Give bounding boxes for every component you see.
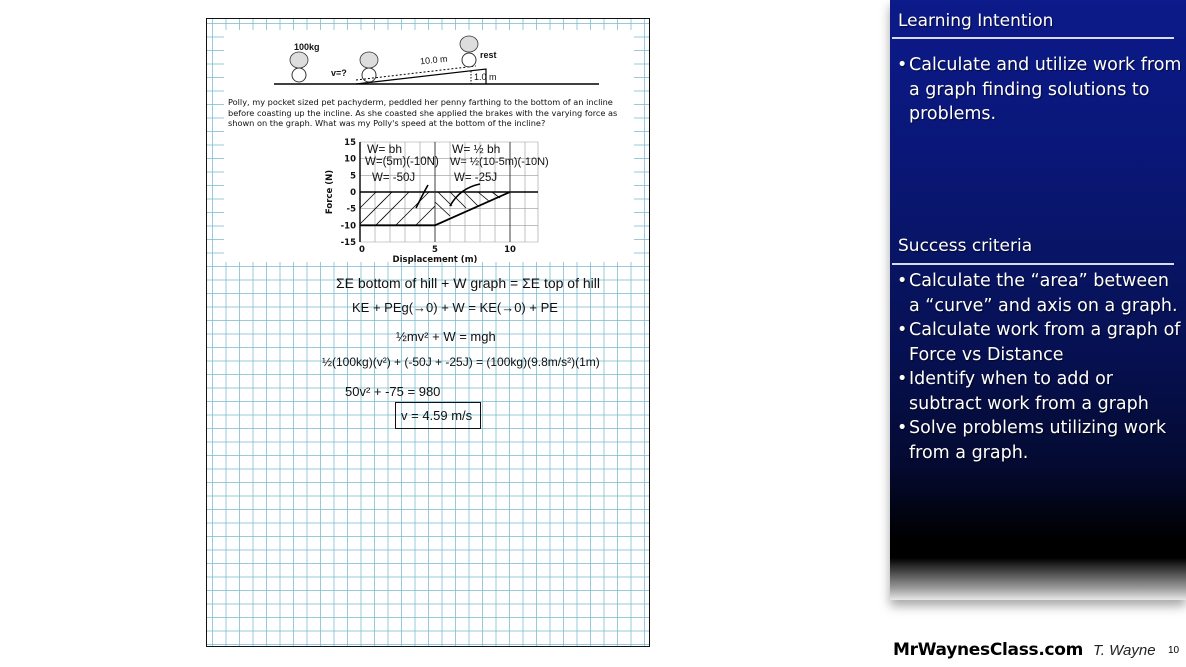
svg-text:5: 5 bbox=[432, 245, 438, 255]
author-name: T. Wayne bbox=[1093, 642, 1156, 659]
problem-panel bbox=[224, 30, 634, 265]
svg-text:15: 15 bbox=[344, 138, 356, 148]
success-criteria-item: • Calculate work from a graph of Force vs Distance bbox=[898, 318, 1184, 367]
site-brand: MrWaynesClass.com bbox=[893, 640, 1084, 660]
heading-divider bbox=[892, 37, 1174, 39]
solution-step-5: 50v² + -75 = 980 bbox=[345, 384, 441, 399]
mass-label: 100kg bbox=[294, 42, 320, 52]
height-label: 1.0 m bbox=[474, 72, 497, 82]
objectives-sidebar bbox=[890, 0, 1186, 600]
success-criteria-item: • Solve problems utilizing work from a graph. bbox=[898, 416, 1184, 465]
success-criteria-item: • Calculate the “area” between a “curve” and axis on a graph. bbox=[898, 269, 1184, 318]
svg-text:-10: -10 bbox=[340, 221, 356, 232]
solution-step-2: KE + PEg(→0) + W = KE(→0) + PE bbox=[352, 300, 558, 315]
solution-step-1: ΣE bottom of hill + W graph = ΣE top of hill bbox=[336, 275, 600, 291]
svg-text:10: 10 bbox=[504, 245, 516, 255]
svg-text:-5: -5 bbox=[346, 204, 356, 215]
y-axis-label: Force (N) bbox=[325, 169, 335, 215]
x-axis-label: Displacement (m) bbox=[392, 255, 478, 265]
success-criteria-list bbox=[898, 269, 1184, 465]
svg-text:10: 10 bbox=[344, 154, 356, 165]
solution-step-3: ½mv² + W = mgh bbox=[396, 329, 496, 344]
svg-text:0: 0 bbox=[359, 245, 365, 255]
graph-annotation-right-2: W= ½(10-5m)(-10N) bbox=[450, 156, 549, 168]
force-displacement-chart bbox=[320, 130, 560, 265]
rest-label: rest bbox=[480, 50, 497, 60]
graph-annotation-right-1: W= ½ bh bbox=[452, 142, 501, 156]
elephant-bottom-icon bbox=[360, 52, 378, 82]
learning-intention-list bbox=[898, 53, 1184, 127]
learning-intention-item: • Calculate and utilize work from a graph finding solutions to problems. bbox=[898, 53, 1184, 127]
velocity-label: v=? bbox=[331, 68, 347, 78]
answer-box bbox=[395, 402, 481, 429]
elephant-start-icon bbox=[290, 52, 308, 82]
graph-annotation-left-1: W= bh bbox=[367, 142, 403, 156]
answer-text: v = 4.59 m/s bbox=[401, 408, 473, 423]
graph-annotation-left-3: W= -50J bbox=[372, 172, 416, 184]
problem-statement: Polly, my pocket sized pet pachyderm, peddled her penny farthing to the bottom of an incline before coasting up the incline. As she coasted she applied the brakes with the varying force as shown on the graph. What was my Polly's speed at the bottom of the incline? bbox=[228, 97, 618, 128]
incline-length-label: 10.0 m bbox=[419, 53, 448, 67]
svg-text:0: 0 bbox=[350, 188, 356, 198]
learning-intention-heading: Learning Intention bbox=[898, 11, 1054, 31]
success-criteria-heading: Success criteria bbox=[898, 236, 1033, 256]
graph-annotation-left-2: W=(5m)(-10N) bbox=[365, 156, 439, 168]
svg-text:-15: -15 bbox=[340, 238, 356, 248]
elephant-top-icon bbox=[460, 36, 478, 67]
heading-divider bbox=[892, 263, 1174, 265]
graph-annotation-right-3: W= -25J bbox=[454, 172, 498, 184]
svg-text:5: 5 bbox=[350, 171, 356, 182]
page-number: 10 bbox=[1168, 645, 1180, 656]
success-criteria-item: • Identify when to add or subtract work from a graph bbox=[898, 367, 1184, 416]
solution-step-4: ½(100kg)(v²) + (-50J + -25J) = (100kg)(9.8m/s²)(1m) bbox=[322, 355, 600, 369]
